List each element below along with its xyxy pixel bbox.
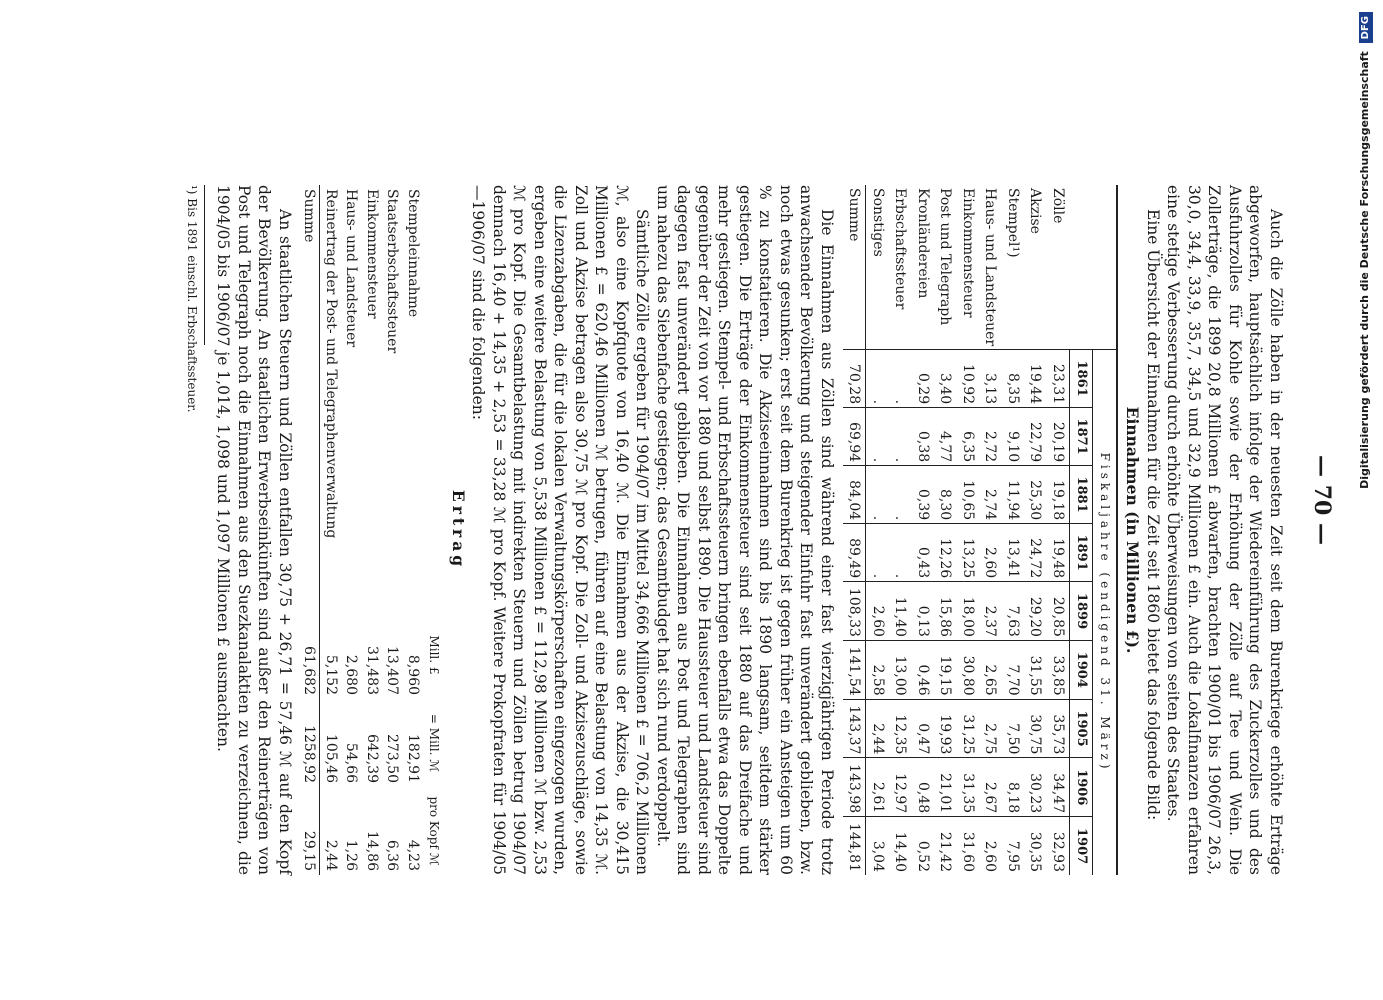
table-cell: 89,49 bbox=[843, 524, 866, 582]
table-cell: 0,48 bbox=[911, 758, 934, 817]
table-cell: 19,48 bbox=[1046, 524, 1069, 582]
year-header: 1861 bbox=[1069, 350, 1093, 408]
ertrag-row bbox=[382, 185, 403, 875]
table-cell: 7,70 bbox=[1001, 640, 1024, 699]
table-cell: 7,63 bbox=[1001, 582, 1024, 641]
table-cell: 4,77 bbox=[934, 408, 957, 466]
table-cell: 21,01 bbox=[934, 758, 957, 817]
table-row bbox=[934, 185, 957, 875]
scanned-page bbox=[42, 25, 1342, 975]
ertrag-row bbox=[402, 185, 423, 875]
ertrag-row bbox=[361, 185, 382, 875]
ertrag-label: Staatserbschaftssteuer bbox=[384, 189, 400, 354]
table-cell: 12,97 bbox=[889, 758, 912, 817]
ertrag-col-per-capita: pro Kopf ℳ bbox=[427, 796, 441, 866]
table-cell: 24,72 bbox=[1024, 524, 1047, 582]
ertrag-label: Stempeleinnahme bbox=[404, 189, 421, 318]
ertrag-cell: 61,682 bbox=[299, 611, 320, 699]
table-cell: 144,81 bbox=[843, 817, 866, 875]
table-row bbox=[1046, 185, 1069, 875]
row-label: Zölle bbox=[1049, 188, 1066, 224]
dfg-credit-text: Digitalisierung gefördert durch die Deutsche Forschungsgemeinschaft bbox=[1358, 51, 1371, 489]
table-cell: 143,37 bbox=[843, 699, 866, 758]
ertrag-cell: 13,407 bbox=[384, 646, 400, 695]
year-header: 1881 bbox=[1069, 466, 1093, 524]
table-cell: 30,80 bbox=[956, 640, 979, 699]
paragraph-overview-intro: Eine Übersicht der Einnahmen für die Zeit seit 1860 bietet das folgende Bild: bbox=[1143, 209, 1162, 821]
table-cell: 11,94 bbox=[1001, 466, 1024, 524]
table-cell: 0,47 bbox=[911, 699, 934, 758]
table-cell: 11,40 bbox=[889, 582, 912, 641]
ertrag-cell: 5,152 bbox=[322, 654, 339, 695]
table-cell: 8,30 bbox=[934, 466, 957, 524]
ertrag-cell: 29,15 bbox=[299, 787, 320, 875]
table-row bbox=[866, 185, 889, 875]
ertrag-col-mill-pound: Mill. £ bbox=[427, 635, 441, 675]
table-cell: . bbox=[866, 408, 889, 466]
table-cell: 2,67 bbox=[979, 758, 1002, 817]
year-header: 1905 bbox=[1069, 699, 1093, 758]
ertrag-corner bbox=[423, 185, 446, 611]
year-header: 1871 bbox=[1069, 408, 1093, 466]
table-cell: 0,38 bbox=[911, 408, 934, 466]
ertrag-label: Einkommensteuer bbox=[363, 189, 380, 319]
table-cell: 30,35 bbox=[1024, 817, 1047, 875]
ertrag-label: Summe bbox=[299, 185, 320, 611]
row-label: Haus- und Landsteuer bbox=[982, 188, 998, 347]
revenue-table-body bbox=[843, 185, 1070, 875]
table-cell: 70,28 bbox=[843, 350, 866, 408]
table-row bbox=[979, 185, 1002, 875]
table-cell: 19,44 bbox=[1024, 350, 1047, 408]
table-cell: 0,43 bbox=[911, 524, 934, 582]
table-cell: 2,58 bbox=[866, 640, 889, 699]
table-cell: 84,04 bbox=[843, 466, 866, 524]
ertrag-cell: 14,86 bbox=[363, 830, 380, 871]
table-cell: 2,75 bbox=[979, 699, 1002, 758]
revenue-table bbox=[843, 185, 1118, 875]
ertrag-table bbox=[299, 185, 446, 875]
table-cell: 69,94 bbox=[843, 408, 866, 466]
ertrag-table-body bbox=[299, 185, 423, 875]
table-cell: 10,65 bbox=[956, 466, 979, 524]
paragraph-state-income: An staatlichen Steuern und Zöllen entfallen 30,75 + 26,71 = 57,46 ℳ auf den Kopf der Bevölkerung. An staatlichen Erwerbseinkünften sind außer den Reinerträgen von Post und Telegraph noch die Einnahmen aus den Suezkanalaktien zu verzeichnen, die 1904/05 bis 1906/07 je 1,014, 1,098 und 1,097 Millionen £ ausmachten. bbox=[214, 185, 294, 875]
ertrag-total-row bbox=[299, 185, 320, 875]
footnote: ¹) Bis 1891 einschl. Erbschaftssteuer. bbox=[181, 185, 205, 345]
year-header: 1904 bbox=[1069, 640, 1093, 699]
table-row bbox=[911, 185, 934, 875]
table-cell: 8,35 bbox=[1001, 350, 1024, 408]
paragraph-customs: Auch die Zölle haben in der neuesten Zeit seit dem Burenkriege erhöhte Erträge abgeworfen, hauptsächlich infolge der Wiedereinführung des Zuckerzolles und des Ausfuhrzolles für Kohle sowie der Erhöhung der Zölle auf Tee und Wein. Die Zollerträge, die 1899 20,8 Millionen £ abwarfen, brachten 1900/01 bis 1906/07 26,3, 30,0, 34,4, 33,9, 35,7, 34,5 und 32,9 Millionen £ ein. Auch die Lokalfinanzen erfahren eine stetige Verbesserung durch erhöhte Überweisungen von seiten des Staates. bbox=[1164, 185, 1285, 875]
table-cell: 23,31 bbox=[1046, 350, 1069, 408]
ertrag-cell: 31,483 bbox=[363, 646, 380, 695]
table-cell: 30,23 bbox=[1024, 758, 1047, 817]
row-label: Einkommensteuer bbox=[959, 188, 976, 318]
table-cell: 13,25 bbox=[956, 524, 979, 582]
ertrag-label: Reinertrag der Post- und Telegraphenverwaltung bbox=[322, 189, 339, 539]
table-cell: 15,86 bbox=[934, 582, 957, 641]
table-cell: 3,04 bbox=[866, 817, 889, 875]
table-cell: 14,40 bbox=[889, 817, 912, 875]
table-cell: 18,00 bbox=[956, 582, 979, 641]
table-corner bbox=[1069, 185, 1117, 350]
table-cell: 34,47 bbox=[1046, 758, 1069, 817]
table-cell: . bbox=[866, 524, 889, 582]
table-cell: 13,00 bbox=[889, 640, 912, 699]
ertrag-row bbox=[341, 185, 362, 875]
table-cell: 20,19 bbox=[1046, 408, 1069, 466]
paragraph-per-capita: Sämtliche Zölle ergeben für 1904/07 im Mittel 34,666 Millionen £ = 706,2 Millionen ℳ, also eine Kopfquote von 16,40 ℳ. Die Einnahmen aus der Akzise, die 30,415 Millionen £ = 620,46 Millionen ℳ betrugen, führen auf eine Belastung von 14,35 ℳ. Zoll und Akzise betragen also 30,75 ℳ pro Kopf. Die Zoll- und Akzisezuschläge, sowie die Lizenzabgaben, die für die lokalen Verwaltungskörperschaften eingezogen wurden, ergeben eine weitere Belastung von 5,538 Millionen £ = 112,98 Millionen ℳ bzw. 2,53 ℳ pro Kopf. Die Gesamtbelastung mit indirekten Steuern und Zöllen betrug 1904/07 demnach 16,40 + 14,35 + 2,53 = 33,28 ℳ pro Kopf. Weitere Prokopfraten für 1904/05—1906/07 sind die folgenden: bbox=[469, 185, 651, 875]
ertrag-label: Haus- und Landsteuer bbox=[343, 189, 359, 348]
table-cell: 108,33 bbox=[843, 582, 866, 641]
table-row bbox=[956, 185, 979, 875]
table-cell: 2,44 bbox=[866, 699, 889, 758]
table-cell: 0,52 bbox=[911, 817, 934, 875]
table-cell: 33,85 bbox=[1046, 640, 1069, 699]
table-cell: 2,37 bbox=[979, 582, 1002, 641]
table-cell: 2,60 bbox=[979, 817, 1002, 875]
sum-row bbox=[843, 185, 866, 875]
dfg-logo: DFG bbox=[1359, 12, 1373, 43]
row-label: Kronländereien bbox=[914, 188, 931, 299]
table-cell: 3,13 bbox=[979, 350, 1002, 408]
paragraph-analysis: Die Einnahmen aus Zöllen sind während einer fast vierzigjährigen Periode trotz anwachsender Bevölkerung und steigender Einfuhr fast unverändert geblieben, bzw. noch etwas gesunken; erst seit dem Burenkrieg ist gegen früher ein Ansteigen um 60 % zu konstatieren. Die Akziseeinnahmen sind bis 1890 langsam, seitdem stärker gestiegen. Die Erträge der Einkommensteuer sind seit 1880 auf das Dreifache und mehr gestiegen. Stempel- und Erbschaftssteuern bringen ebenfalls etwa das Doppelte gegenüber der Zeit von vor 1880 und selbst 1890. Die Haussteuer und Landsteuer sind dagegen fast unverändert geblieben. Die Einnahmen aus Post und Telegraphen sind um nahezu das Siebenfache gestiegen; das Gesamtbudget hat sich rund verdoppelt. bbox=[653, 185, 836, 875]
year-header: 1899 bbox=[1069, 582, 1093, 641]
table-row bbox=[1024, 185, 1047, 875]
dfg-credit-container bbox=[1355, 12, 1375, 982]
table-cell: 0,29 bbox=[911, 350, 934, 408]
table-cell: . bbox=[866, 466, 889, 524]
table-cell: 31,35 bbox=[956, 758, 979, 817]
table-cell: 22,79 bbox=[1024, 408, 1047, 466]
table-cell: 9,10 bbox=[1001, 408, 1024, 466]
table-cell: 8,18 bbox=[1001, 758, 1024, 817]
table-cell: 35,73 bbox=[1046, 699, 1069, 758]
table-cell: 2,61 bbox=[866, 758, 889, 817]
ertrag-cell: 8,960 bbox=[404, 654, 421, 695]
table-cell: 31,60 bbox=[956, 817, 979, 875]
table-title: Einnahmen (in Millionen £). bbox=[1123, 406, 1142, 654]
year-header: 1906 bbox=[1069, 758, 1093, 817]
dfg-credit-strip bbox=[1355, 12, 1375, 982]
ertrag-cell: 1258,92 bbox=[299, 699, 320, 787]
table-cell: 2,74 bbox=[979, 466, 1002, 524]
table-cell: 19,15 bbox=[934, 640, 957, 699]
ertrag-row bbox=[320, 185, 341, 875]
ertrag-col-mill-mark: = Mill. ℳ bbox=[427, 713, 441, 773]
table-cell: 0,39 bbox=[911, 466, 934, 524]
table-cell: 12,35 bbox=[889, 699, 912, 758]
table-cell: 7,50 bbox=[1001, 699, 1024, 758]
table-cell: 7,95 bbox=[1001, 817, 1024, 875]
ertrag-cell: 642,39 bbox=[363, 734, 380, 783]
table-cell: 25,30 bbox=[1024, 466, 1047, 524]
table-cell: 2,65 bbox=[979, 640, 1002, 699]
table-cell: . bbox=[889, 466, 912, 524]
table-cell: . bbox=[889, 408, 912, 466]
table-cell: 21,42 bbox=[934, 817, 957, 875]
table-cell: 143,98 bbox=[843, 758, 866, 817]
table-cell: 31,25 bbox=[956, 699, 979, 758]
ertrag-cell: 4,23 bbox=[404, 839, 421, 871]
ertrag-cell: 273,50 bbox=[384, 734, 400, 783]
row-label: Erbschaftssteuer bbox=[892, 188, 908, 310]
table-cell: 10,92 bbox=[956, 350, 979, 408]
page-number: — 70 — bbox=[1308, 455, 1335, 545]
table-cell: 6,35 bbox=[956, 408, 979, 466]
table-cell: . bbox=[866, 350, 889, 408]
table-cell: 0,13 bbox=[911, 582, 934, 641]
table-cell: 30,75 bbox=[1024, 699, 1047, 758]
table-row bbox=[1001, 185, 1024, 875]
ertrag-cell: 182,91 bbox=[404, 734, 421, 783]
table-cell: 3,40 bbox=[934, 350, 957, 408]
page-content bbox=[181, 185, 1286, 875]
table-cell: 20,85 bbox=[1046, 582, 1069, 641]
table-cell: 13,41 bbox=[1001, 524, 1024, 582]
table-cell: 2,60 bbox=[866, 582, 889, 641]
year-header: 1891 bbox=[1069, 524, 1093, 582]
ertrag-cell: 2,44 bbox=[322, 839, 339, 871]
table-cell: 32,93 bbox=[1046, 817, 1069, 875]
row-label: Summe bbox=[843, 185, 866, 350]
ertrag-cell: 1,26 bbox=[343, 839, 359, 871]
table-cell: 19,18 bbox=[1046, 466, 1069, 524]
ertrag-title: Ertrag bbox=[448, 489, 468, 571]
table-cell: 0,46 bbox=[911, 640, 934, 699]
ertrag-cell: 105,46 bbox=[322, 734, 339, 783]
table-cell: 141,54 bbox=[843, 640, 866, 699]
table-cell: . bbox=[889, 350, 912, 408]
table-cell: 31,55 bbox=[1024, 640, 1047, 699]
table-cell: 2,60 bbox=[979, 524, 1002, 582]
table-row bbox=[889, 185, 912, 875]
ertrag-cell: 2,680 bbox=[343, 654, 359, 695]
row-label: Post und Telegraph bbox=[937, 188, 953, 326]
table-cell: 2,72 bbox=[979, 408, 1002, 466]
row-label: Sonstiges bbox=[869, 188, 886, 257]
table-cell: 19,93 bbox=[934, 699, 957, 758]
fiscal-years-header: Fiskaljahre (endigend 31. März) bbox=[1093, 350, 1117, 875]
table-cell: . bbox=[889, 524, 912, 582]
year-header: 1907 bbox=[1069, 817, 1093, 875]
ertrag-cell: 54,66 bbox=[343, 742, 359, 783]
ertrag-cell: 6,36 bbox=[384, 839, 400, 871]
row-label: Akzise bbox=[1027, 188, 1043, 234]
row-label: Stempel¹) bbox=[1004, 188, 1021, 258]
table-cell: 29,20 bbox=[1024, 582, 1047, 641]
table-cell: 12,26 bbox=[934, 524, 957, 582]
